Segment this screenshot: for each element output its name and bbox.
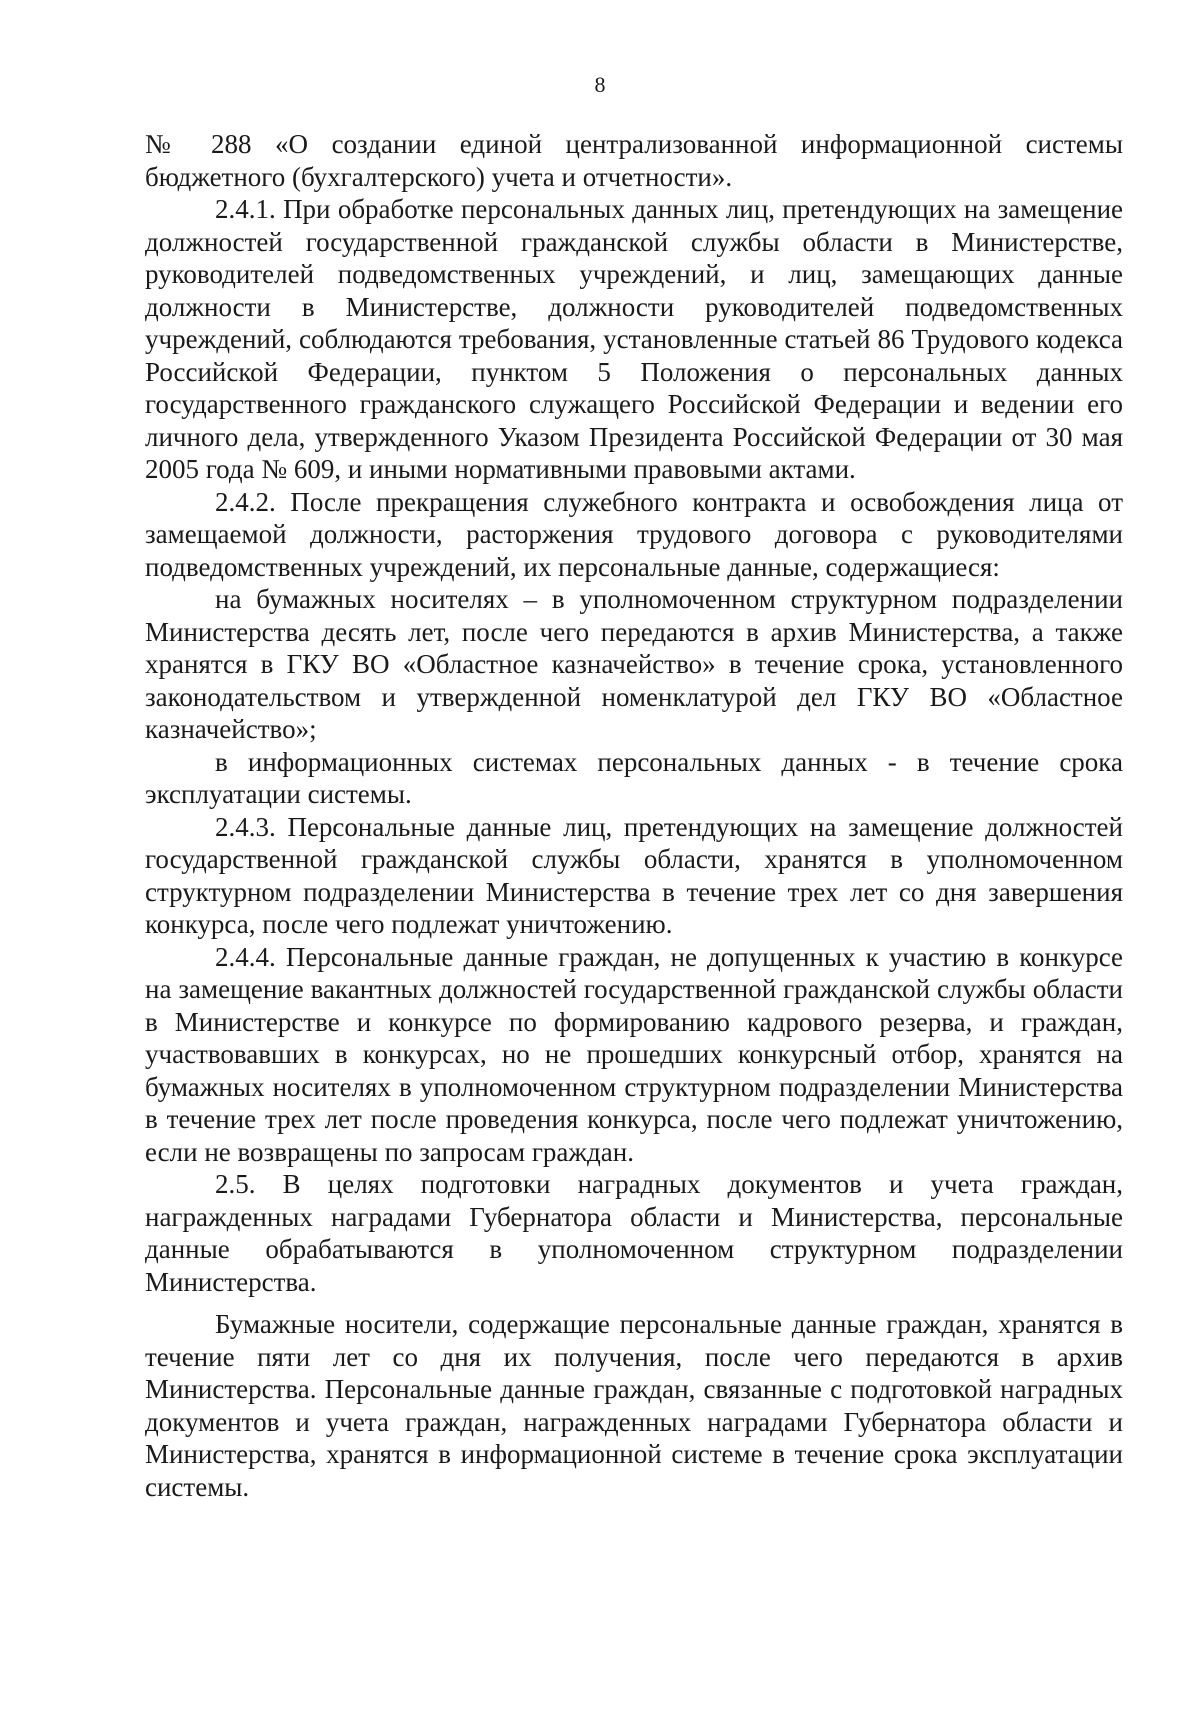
- paragraph-2-4-4: 2.4.4. Персональные данные граждан, не допущенных к участию в конкурсе на замещение вакантных должностей государственной гражданской службы области в Министерстве и конкурсе по формированию кадрового резерва, и граждан, участвовавших в конкурсах, но не прошедших конкурсный отбор, хранятся на бумажных носителях в уполномоченном структурном подразделении Министерства в течение трех лет после проведения конкурса, после чего подлежат уничтожению, если не возвращены по запросам граждан.: [145, 941, 1123, 1167]
- page-number: 8: [594, 72, 606, 97]
- paragraph-2-4-1: 2.4.1. При обработке персональных данных лиц, претендующих на замещение должностей государственной гражданской службы области в Министерстве, руководителей подведомственных учреждений, и лиц, замещающих данные должности в Министерстве, должности руководителей подведомственных учреждений, соблюдаются требования, установленные статьей 86 Трудового кодекса Российской Федерации, пунктом 5 Положения о персональных данных государственного гражданского служащего Российской Федерации и ведении его личного дела, утвержденного Указом Президента Российской Федерации от 30 мая 2005 года № 609, и иными нормативными правовыми актами.: [145, 194, 1123, 484]
- paragraph-paper-carriers: Бумажные носители, содержащие персональные данные граждан, хранятся в течение пяти лет со дня их получения, после чего передаются в архив Министерства. Персональные данные граждан, связанные с подготовкой наградных документов и учета граждан, награжденных наградами Губернатора области и Министерства, хранятся в информационной системе в течение срока эксплуатации системы.: [145, 1309, 1123, 1502]
- paragraph-2-4-2: 2.4.2. После прекращения служебного контракта и освобождения лица от замещаемой должности, расторжения трудового договора с руководителями подведомственных учреждений, их персональные данные, содержащиеся:: [145, 486, 1123, 582]
- paragraph-2-5: 2.5. В целях подготовки наградных документов и учета граждан, награжденных наградами Губернатора области и Министерства, персональные данные обрабатываются в уполномоченном структурном подразделении Министерства.: [145, 1169, 1123, 1297]
- paragraph-2-4-3: 2.4.3. Персональные данные лиц, претендующих на замещение должностей государственной гражданской службы области, хранятся в уполномоченном структурном подразделении Министерства в течение трех лет со дня завершения конкурса, после чего подлежат уничтожению.: [145, 811, 1123, 939]
- document-body: [145, 128, 1123, 1503]
- paragraph-information-systems: в информационных системах персональных данных - в течение срока эксплуатации системы.: [145, 746, 1123, 809]
- paragraph-continuation: № 288 «О создании единой централизованной информационной системы бюджетного (бухгалтерского) учета и отчетности».: [145, 129, 1123, 192]
- paragraph-paper-media: на бумажных носителях – в уполномоченном структурном подразделении Министерства десять лет, после чего передаются в архив Министерства, а также хранятся в ГКУ ВО «Областное казначейство» в течение срока, установленного законодательством и утвержденной номенклатурой дел ГКУ ВО «Областное казначейство»;: [145, 584, 1123, 744]
